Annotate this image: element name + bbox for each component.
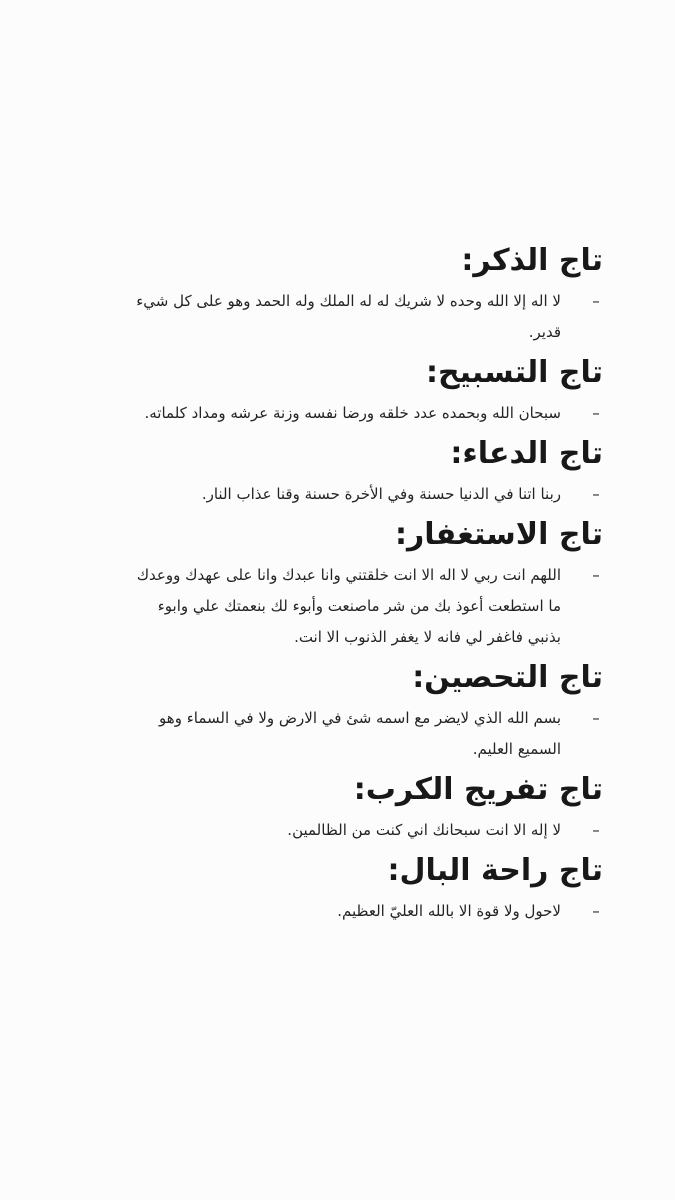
dash-bullet-icon	[589, 560, 603, 591]
section-bullet-list	[123, 703, 603, 765]
section-dua	[123, 429, 603, 510]
section-tasbih	[123, 348, 603, 429]
section-bullet-list	[123, 896, 603, 927]
list-item-text: سبحان الله وبحمده عدد خلقه ورضا نفسه وزنة عرشه ومداد كلماته.	[144, 404, 561, 422]
list-item	[123, 703, 603, 765]
list-item-text: اللهم انت ربي لا اله الا انت خلقتني وانا عبدك وانا على عهدك ووعدك ما استطعت أعوذ بك من شر ماصنعت وأبوء لك بنعمتك علي وابوء بذنبي فاغفر لي فانه لا يغفر الذنوب الا انت.	[136, 566, 561, 646]
dash-bullet-icon	[589, 703, 603, 734]
section-title: تاج التسبيح:	[425, 355, 603, 390]
list-item	[123, 815, 603, 846]
list-item	[123, 560, 603, 653]
section-title: تاج التحصين:	[412, 660, 603, 695]
dash-bullet-icon	[589, 398, 603, 429]
section-bullet-list	[123, 815, 603, 846]
section-title: تاج راحة البال:	[387, 853, 603, 888]
section-rahat-albal	[123, 846, 603, 927]
section-title: تاج تفريج الكرب:	[353, 772, 603, 807]
section-istighfar	[123, 510, 603, 653]
list-item	[123, 479, 603, 510]
section-tahseen	[123, 653, 603, 765]
section-bullet-list	[123, 479, 603, 510]
dash-bullet-icon	[589, 479, 603, 510]
list-item-text: لا إله الا انت سبحانك اني كنت من الظالمين.	[287, 821, 561, 839]
section-dhikr	[123, 236, 603, 348]
section-bullet-list	[123, 398, 603, 429]
dash-bullet-icon	[589, 896, 603, 927]
dash-bullet-icon	[589, 815, 603, 846]
list-item	[123, 398, 603, 429]
list-item-text: بسم الله الذي لايضر مع اسمه شئ في الارض ولا في السماء وهو السميع العليم.	[159, 709, 561, 758]
section-bullet-list	[123, 286, 603, 348]
section-title: تاج الدعاء:	[450, 436, 603, 471]
section-title: تاج الذكر:	[461, 243, 603, 278]
section-tafreej-alkarb	[123, 765, 603, 846]
list-item-text: لا اله إلا الله وحده لا شريك له له الملك وله الحمد وهو على كل شيء قدير.	[136, 292, 561, 341]
section-bullet-list	[123, 560, 603, 653]
section-title: تاج الاستغفار:	[394, 517, 603, 552]
adhkar-list	[123, 236, 603, 927]
list-item	[123, 286, 603, 348]
list-item-text: لاحول ولا قوة الا بالله العليّ العظيم.	[337, 902, 561, 920]
list-item	[123, 896, 603, 927]
list-item-text: ربنا اتنا في الدنيا حسنة وفي الأخرة حسنة وقنا عذاب النار.	[201, 485, 561, 503]
dash-bullet-icon	[589, 286, 603, 317]
